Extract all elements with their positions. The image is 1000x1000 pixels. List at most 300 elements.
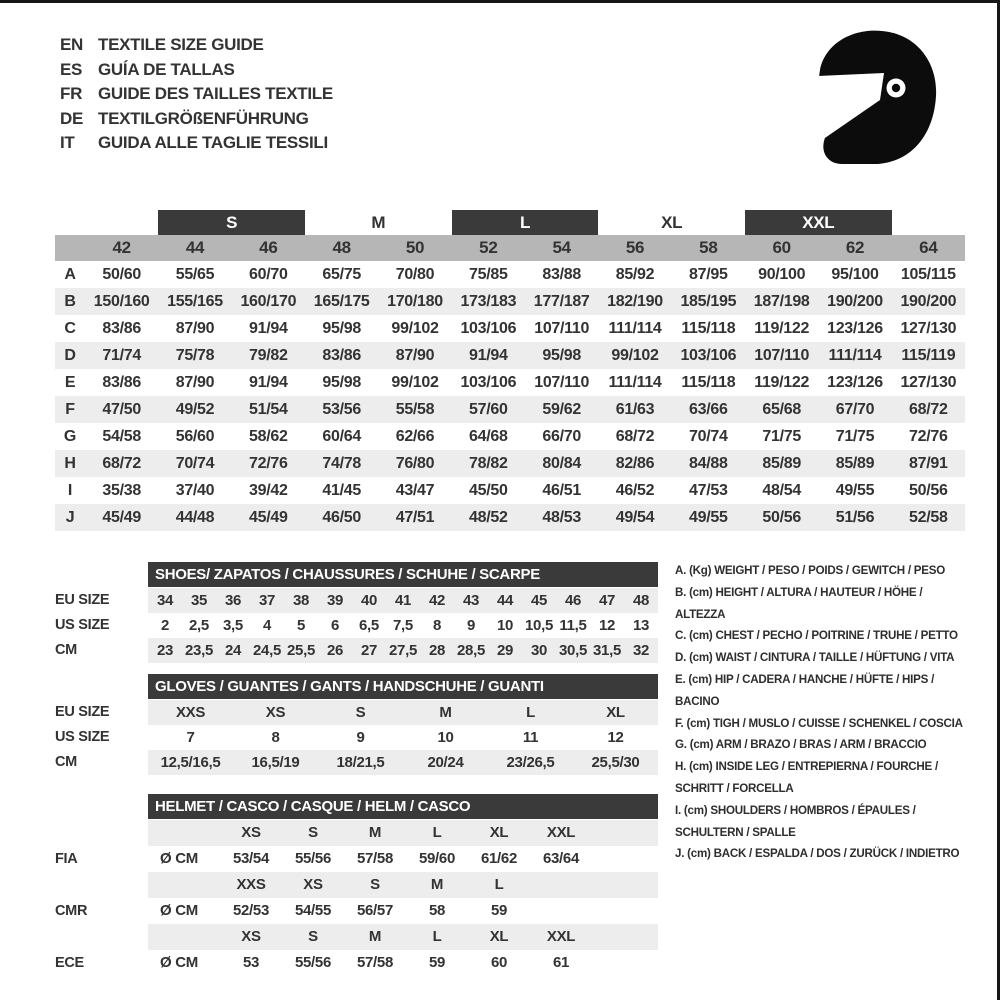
size-value-cell: 87/95 — [689, 265, 728, 283]
shoes-value-cell: 10 — [496, 617, 514, 634]
size-value-cell: 54/58 — [102, 427, 141, 445]
shoes-value-cell: 26 — [326, 642, 344, 659]
size-value-cell: 44/48 — [175, 508, 215, 526]
size-value-cell: 115/119 — [901, 346, 956, 364]
size-value-cell: 95/98 — [542, 346, 581, 364]
size-value-cell: 68/72 — [102, 454, 141, 472]
shoes-value-cell: 34 — [156, 592, 174, 609]
row-label: I — [67, 481, 73, 499]
helmet-size-header: S — [308, 928, 318, 945]
size-value-cell: 49/54 — [615, 508, 655, 526]
helmet-value-cell: 63/64 — [542, 850, 580, 867]
shoes-value-cell: 32 — [632, 642, 650, 659]
size-value-cell: 95/98 — [322, 373, 361, 391]
size-value-cell: 160/170 — [240, 292, 297, 310]
measure-row-I — [55, 477, 965, 504]
helmet-value-cell: 54/55 — [294, 902, 332, 919]
row-label: CM — [55, 642, 77, 658]
helmet-value-cell: 52/53 — [232, 902, 270, 919]
size-value-cell: 55/65 — [175, 265, 215, 283]
gloves-row-cm — [55, 750, 658, 775]
helmet-icon-svg — [812, 28, 942, 168]
size-value-cell: 46/52 — [615, 481, 655, 499]
lang-code: IT — [60, 133, 75, 152]
unit-label: Ø CM — [160, 850, 198, 867]
size-group-xxl: XXL — [745, 210, 892, 235]
gloves-value-cell: 12,5/16,5 — [160, 754, 221, 771]
lang-code: EN — [60, 35, 84, 54]
unit-label: Ø CM — [160, 954, 198, 971]
shoes-value-cell: 12 — [598, 617, 616, 634]
row-label: B — [64, 292, 76, 310]
spacer — [55, 562, 148, 587]
legend-item-h: H. (cm) INSIDE LEG / ENTREPIERNA / FOURCHE / SCHRITT / FORCELLA — [675, 760, 938, 795]
size-value-cell: 119/122 — [754, 373, 810, 391]
shoes-value-cell: 47 — [598, 592, 616, 609]
gloves-value-cell: 10 — [437, 729, 454, 746]
helmet-size-table — [55, 794, 658, 976]
shoes-value-cell: 45 — [530, 592, 548, 609]
measure-row-J — [55, 504, 965, 531]
helmet-size-header — [530, 872, 592, 898]
size-group-s: S — [158, 210, 305, 235]
helmet-value-cell: 55/56 — [294, 954, 332, 971]
spacer — [55, 820, 148, 846]
size-number-header-row — [55, 235, 965, 261]
helmet-title-row — [55, 794, 658, 819]
row-label: EU SIZE — [55, 704, 110, 720]
shoes-value-cell: 41 — [394, 592, 412, 609]
gloves-title-row — [55, 674, 658, 699]
lang-row-fr — [60, 82, 333, 107]
lang-title: TEXTILGRÖßENFÜHRUNG — [98, 108, 309, 128]
shoes-title-row — [55, 562, 658, 587]
gloves-value-cell: M — [439, 704, 452, 721]
size-value-cell: 50/56 — [909, 481, 948, 499]
helmet-value-cell: 55/56 — [294, 850, 332, 867]
size-value-cell: 46/50 — [322, 508, 361, 526]
size-value-cell: 99/102 — [391, 373, 439, 391]
size-value-cell: 43/47 — [395, 481, 435, 499]
helmet-size-header: XXL — [546, 928, 576, 945]
lang-code: ES — [60, 59, 83, 79]
legend-item-f: F. (cm) TIGH / MUSLO / CUISSE / SCHENKEL / COSCIA — [675, 716, 963, 730]
size-value-cell: 87/90 — [175, 373, 215, 391]
size-value-cell: 103/106 — [460, 373, 517, 391]
gloves-table — [55, 674, 658, 775]
shoes-value-cell: 44 — [496, 592, 514, 609]
size-value-cell: 48/53 — [542, 508, 581, 526]
lang-code: FR — [60, 84, 83, 103]
shoes-row-us — [55, 613, 658, 638]
size-value-cell: 87/91 — [909, 454, 948, 472]
shoes-value-cell: 39 — [326, 592, 344, 609]
shoes-value-cell: 6,5 — [359, 617, 379, 634]
size-value-cell: 53/56 — [322, 400, 361, 418]
row-label: H — [64, 454, 76, 472]
shoes-value-cell: 36 — [224, 592, 242, 609]
spacer — [55, 872, 148, 898]
helmet-size-header: XL — [489, 928, 509, 945]
size-value-cell: 123/126 — [827, 319, 883, 337]
full-face-helmet-icon — [812, 28, 942, 173]
size-column-header: 48 — [332, 238, 351, 257]
helmet-values-row-CMR — [55, 898, 658, 924]
size-value-cell: 87/90 — [175, 319, 215, 337]
helmet-value-cell — [530, 898, 592, 924]
size-value-cell: 39/42 — [249, 481, 288, 499]
gloves-value-cell: 20/24 — [427, 754, 464, 771]
shoes-value-cell: 5 — [296, 617, 306, 634]
shoes-value-cell: 35 — [190, 592, 208, 609]
spacer — [55, 794, 148, 819]
shoes-title: SHOES/ ZAPATOS / CHAUSSURES / SCHUHE / SCARPE — [148, 562, 658, 587]
gloves-value-cell: 7 — [186, 729, 195, 746]
size-value-cell: 60/70 — [249, 265, 288, 283]
size-value-cell: 51/56 — [835, 508, 875, 526]
size-group-header-row — [55, 210, 965, 235]
row-label: US SIZE — [55, 617, 110, 633]
shoes-value-cell: 28 — [428, 642, 446, 659]
size-value-cell: 103/106 — [680, 346, 737, 364]
size-value-cell: 99/102 — [611, 346, 659, 364]
helmet-size-header: S — [308, 824, 318, 841]
size-value-cell: 64/68 — [469, 427, 508, 445]
size-value-cell: 190/200 — [827, 292, 883, 310]
lang-title: GUÍA DE TALLAS — [98, 59, 235, 79]
helmet-size-header: M — [368, 928, 382, 945]
size-value-cell: 71/75 — [835, 427, 875, 445]
size-value-cell: 70/80 — [395, 265, 435, 283]
size-value-cell: 72/76 — [249, 454, 288, 472]
shoes-value-cell: 42 — [428, 592, 446, 609]
standard-label: CMR — [55, 903, 88, 919]
helmet-values-row-ECE — [55, 950, 658, 976]
shoes-value-cell: 2 — [160, 617, 170, 634]
helmet-value-cell: 58 — [428, 902, 446, 919]
shoes-row-cm — [55, 638, 658, 663]
size-value-cell: 83/86 — [102, 373, 141, 391]
row-label: US SIZE — [55, 729, 110, 745]
helmet-value-cell: 53/54 — [232, 850, 270, 867]
shoes-row-eu — [55, 588, 658, 613]
size-value-cell: 68/72 — [909, 400, 948, 418]
shoes-value-cell: 25,5 — [287, 642, 315, 659]
size-value-cell: 45/49 — [102, 508, 141, 526]
lang-row-es — [60, 58, 333, 83]
size-value-cell: 57/60 — [469, 400, 508, 418]
lang-row-de — [60, 107, 333, 132]
size-column-header: 60 — [772, 238, 791, 257]
shoes-value-cell: 13 — [632, 617, 650, 634]
size-value-cell: 45/50 — [469, 481, 508, 499]
size-value-cell: 47/51 — [395, 508, 435, 526]
legend-item-j: J. (cm) BACK / ESPALDA / DOS / ZURÜCK / INDIETRO — [675, 847, 960, 861]
shoes-value-cell: 30,5 — [559, 642, 587, 659]
gloves-value-cell: XXS — [175, 704, 206, 721]
gloves-value-cell: L — [526, 704, 535, 721]
row-label: CM — [55, 754, 77, 770]
helmet-value-cell: 53 — [242, 954, 260, 971]
helmet-value-cell: 61 — [552, 954, 570, 971]
standard-label: FIA — [55, 851, 78, 867]
size-value-cell: 49/55 — [689, 508, 728, 526]
size-value-cell: 190/200 — [900, 292, 957, 310]
row-label: C — [64, 319, 76, 337]
size-value-cell: 115/118 — [681, 373, 736, 391]
size-value-cell: 83/86 — [102, 319, 141, 337]
row-label: J — [65, 508, 75, 526]
size-value-cell: 165/175 — [313, 292, 370, 310]
shoes-value-cell: 37 — [258, 592, 276, 609]
size-table-body — [55, 261, 965, 531]
size-value-cell: 91/94 — [249, 319, 288, 337]
measure-row-B — [55, 288, 965, 315]
size-value-cell: 56/60 — [175, 427, 215, 445]
shoes-value-cell: 23,5 — [185, 642, 213, 659]
size-value-cell: 47/50 — [102, 400, 141, 418]
lang-row-en — [60, 33, 333, 58]
helmet-title: HELMET / CASCO / CASQUE / HELM / CASCO — [148, 794, 658, 819]
shoes-value-cell: 7,5 — [393, 617, 413, 634]
helmet-size-header: L — [432, 928, 442, 945]
size-value-cell: 67/70 — [835, 400, 875, 418]
size-value-cell: 65/75 — [322, 265, 361, 283]
gloves-value-cell: 11 — [522, 729, 539, 746]
size-value-cell: 177/187 — [533, 292, 590, 310]
shoes-value-cell: 3,5 — [223, 617, 243, 634]
helmet-table-body — [55, 820, 658, 976]
legend-item-b: B. (cm) HEIGHT / ALTURA / HAUTEUR / HÖHE / ALTEZZA — [675, 585, 923, 621]
textile-size-table — [55, 210, 965, 531]
shoes-value-cell: 28,5 — [457, 642, 485, 659]
lang-title: TEXTILE SIZE GUIDE — [98, 35, 264, 54]
gloves-table-body — [55, 700, 658, 775]
size-value-cell: 37/40 — [175, 481, 215, 499]
size-value-cell: 49/55 — [835, 481, 875, 499]
size-value-cell: 150/160 — [93, 292, 150, 310]
size-value-cell: 59/62 — [542, 400, 581, 418]
helmet-size-header: M — [430, 876, 444, 893]
row-label: A — [64, 265, 76, 283]
size-value-cell: 45/49 — [249, 508, 288, 526]
size-column-header: 52 — [479, 238, 498, 257]
row-label: E — [64, 373, 76, 391]
helmet-size-header: L — [432, 824, 442, 841]
size-value-cell: 76/80 — [395, 454, 435, 472]
shoes-value-cell: 43 — [462, 592, 480, 609]
shoes-value-cell: 24,5 — [253, 642, 281, 659]
gloves-value-cell: S — [355, 704, 366, 721]
legend-item-a: A. (Kg) WEIGHT / PESO / POIDS / GEWITCH / PESO — [675, 564, 945, 577]
shoes-value-cell: 23 — [156, 642, 174, 659]
size-value-cell: 63/66 — [689, 400, 728, 418]
size-column-header: 46 — [259, 238, 278, 257]
size-value-cell: 71/74 — [102, 346, 141, 364]
size-value-cell: 111/114 — [828, 346, 882, 364]
size-value-cell: 111/114 — [608, 373, 662, 391]
size-value-cell: 107/110 — [534, 373, 590, 391]
helmet-size-header: L — [494, 876, 504, 893]
size-value-cell: 85/92 — [615, 265, 655, 283]
shoes-value-cell: 11,5 — [559, 617, 587, 634]
size-value-cell: 50/60 — [102, 265, 141, 283]
size-value-cell: 182/190 — [607, 292, 663, 310]
size-value-cell: 83/88 — [542, 265, 581, 283]
size-value-cell: 70/74 — [689, 427, 728, 445]
size-value-cell: 107/110 — [534, 319, 590, 337]
size-value-cell: 70/74 — [175, 454, 215, 472]
size-value-cell: 48/52 — [469, 508, 508, 526]
helmet-sizes-row-CMR — [55, 872, 658, 898]
gloves-value-cell: 23/26,5 — [506, 754, 555, 771]
legend-item-g: G. (cm) ARM / BRAZO / BRAS / ARM / BRACCIO — [675, 738, 927, 752]
size-value-cell: 66/70 — [542, 427, 581, 445]
spacer — [55, 674, 148, 699]
size-column-header: 50 — [405, 238, 425, 257]
gloves-value-cell: XS — [265, 704, 286, 721]
shoes-value-cell: 8 — [432, 617, 442, 634]
size-value-cell: 170/180 — [387, 292, 443, 310]
size-value-cell: 127/130 — [900, 373, 957, 391]
helmet-sizes-row-ECE — [55, 924, 658, 950]
size-column-header: 62 — [845, 238, 865, 257]
helmet-size-header: XXS — [236, 876, 266, 893]
gloves-row-eu — [55, 700, 658, 725]
helmet-value-cell: 56/57 — [356, 902, 394, 919]
legend-item-d: D. (cm) WAIST / CINTURA / TAILLE / HÜFTUNG / VITA — [675, 651, 955, 665]
size-value-cell: 85/89 — [762, 454, 801, 472]
measurement-legend — [675, 560, 969, 865]
shoes-value-cell: 31,5 — [593, 642, 621, 659]
size-value-cell: 49/52 — [175, 400, 215, 418]
spacer — [55, 924, 148, 950]
helmet-value-cell: 61/62 — [480, 850, 518, 867]
shoes-value-cell: 46 — [564, 592, 582, 609]
row-label: D — [64, 346, 76, 364]
size-value-cell: 35/38 — [102, 481, 141, 499]
legend-item-i: I. (cm) SHOULDERS / HOMBROS / ÉPAULES / SCHULTERN / SPALLE — [675, 803, 916, 839]
size-column-header: 56 — [625, 238, 645, 257]
size-group-l: L — [452, 210, 599, 235]
helmet-size-header: M — [368, 824, 382, 841]
helmet-size-header: S — [370, 876, 380, 893]
shoes-value-cell: 30 — [530, 642, 548, 659]
helmet-sizes-row-FIA — [55, 820, 658, 846]
size-value-cell: 87/90 — [395, 346, 435, 364]
size-value-cell: 95/98 — [322, 319, 361, 337]
size-group-xl: XL — [661, 213, 683, 232]
spacer — [148, 872, 220, 898]
gloves-value-cell: 18/21,5 — [336, 754, 385, 771]
size-value-cell: 80/84 — [542, 454, 581, 472]
size-value-cell: 62/66 — [395, 427, 435, 445]
size-column-header: 42 — [112, 238, 131, 257]
size-value-cell: 185/195 — [680, 292, 737, 310]
size-value-cell: 91/94 — [469, 346, 508, 364]
size-value-cell: 61/63 — [615, 400, 655, 418]
helmet-size-header: XXL — [546, 824, 576, 841]
measure-row-G — [55, 423, 965, 450]
gloves-value-cell: 8 — [271, 729, 280, 746]
gloves-value-cell: 12 — [607, 729, 624, 746]
helmet-value-cell: 59 — [490, 902, 508, 919]
lang-title: GUIDE DES TAILLES TEXTILE — [98, 84, 333, 103]
shoes-value-cell: 27,5 — [389, 642, 417, 659]
helmet-size-header: XS — [241, 928, 261, 945]
size-value-cell: 111/114 — [608, 319, 662, 337]
shoes-value-cell: 4 — [262, 617, 272, 634]
size-value-cell: 83/86 — [322, 346, 361, 364]
shoes-value-cell: 48 — [632, 592, 650, 609]
size-column-header: 54 — [552, 238, 571, 257]
lang-code: DE — [60, 108, 84, 128]
size-value-cell: 99/102 — [391, 319, 439, 337]
size-value-cell: 41/45 — [322, 481, 361, 499]
size-column-header: 58 — [699, 238, 718, 257]
size-value-cell: 50/56 — [762, 508, 801, 526]
size-column-header: 44 — [185, 238, 205, 257]
size-value-cell: 107/110 — [754, 346, 810, 364]
unit-label: Ø CM — [160, 902, 198, 919]
language-title-block — [60, 33, 333, 156]
shoes-value-cell: 27 — [360, 642, 378, 659]
legend-item-c: C. (cm) CHEST / PECHO / POITRINE / TRUHE / PETTO — [675, 629, 958, 643]
size-value-cell: 47/53 — [689, 481, 728, 499]
size-value-cell: 71/75 — [762, 427, 801, 445]
shoes-value-cell: 24 — [224, 642, 242, 659]
size-value-cell: 68/72 — [615, 427, 655, 445]
size-value-cell: 173/183 — [460, 292, 517, 310]
size-value-cell: 60/64 — [322, 427, 361, 445]
size-value-cell: 155/165 — [167, 292, 223, 310]
legend-item-e: E. (cm) HIP / CADERA / HANCHE / HÜFTE / HIPS / BACINO — [675, 672, 935, 708]
shoes-value-cell: 38 — [292, 592, 310, 609]
gloves-row-us — [55, 725, 658, 750]
size-value-cell: 105/115 — [900, 265, 956, 283]
size-group-m: M — [371, 213, 386, 232]
size-value-cell: 103/106 — [460, 319, 517, 337]
row-label: F — [65, 400, 75, 418]
size-value-cell: 115/118 — [681, 319, 736, 337]
gloves-title: GLOVES / GUANTES / GANTS / HANDSCHUHE / GUANTI — [148, 674, 658, 699]
size-value-cell: 90/100 — [758, 265, 806, 283]
helmet-value-cell: 59 — [428, 954, 446, 971]
size-value-cell: 55/58 — [395, 400, 435, 418]
helmet-value-cell: 57/58 — [356, 850, 394, 867]
helmet-value-cell: 57/58 — [356, 954, 394, 971]
shoes-value-cell: 6 — [330, 617, 340, 634]
spacer — [148, 924, 220, 950]
shoes-value-cell: 40 — [360, 592, 378, 609]
size-value-cell: 52/58 — [909, 508, 948, 526]
size-value-cell: 127/130 — [900, 319, 957, 337]
shoes-value-cell: 9 — [466, 617, 476, 634]
spacer — [148, 820, 220, 846]
row-label: EU SIZE — [55, 592, 110, 608]
measure-row-E — [55, 369, 965, 396]
shoes-table — [55, 562, 658, 663]
size-value-cell: 51/54 — [249, 400, 288, 418]
helmet-size-header: XS — [303, 876, 323, 893]
size-value-cell: 119/122 — [754, 319, 810, 337]
shoes-table-body — [55, 588, 658, 663]
size-value-cell: 85/89 — [835, 454, 875, 472]
helmet-size-header: XL — [489, 824, 509, 841]
lang-row-it — [60, 131, 333, 156]
gloves-value-cell: 25,5/30 — [591, 754, 640, 771]
size-value-cell: 91/94 — [249, 373, 288, 391]
